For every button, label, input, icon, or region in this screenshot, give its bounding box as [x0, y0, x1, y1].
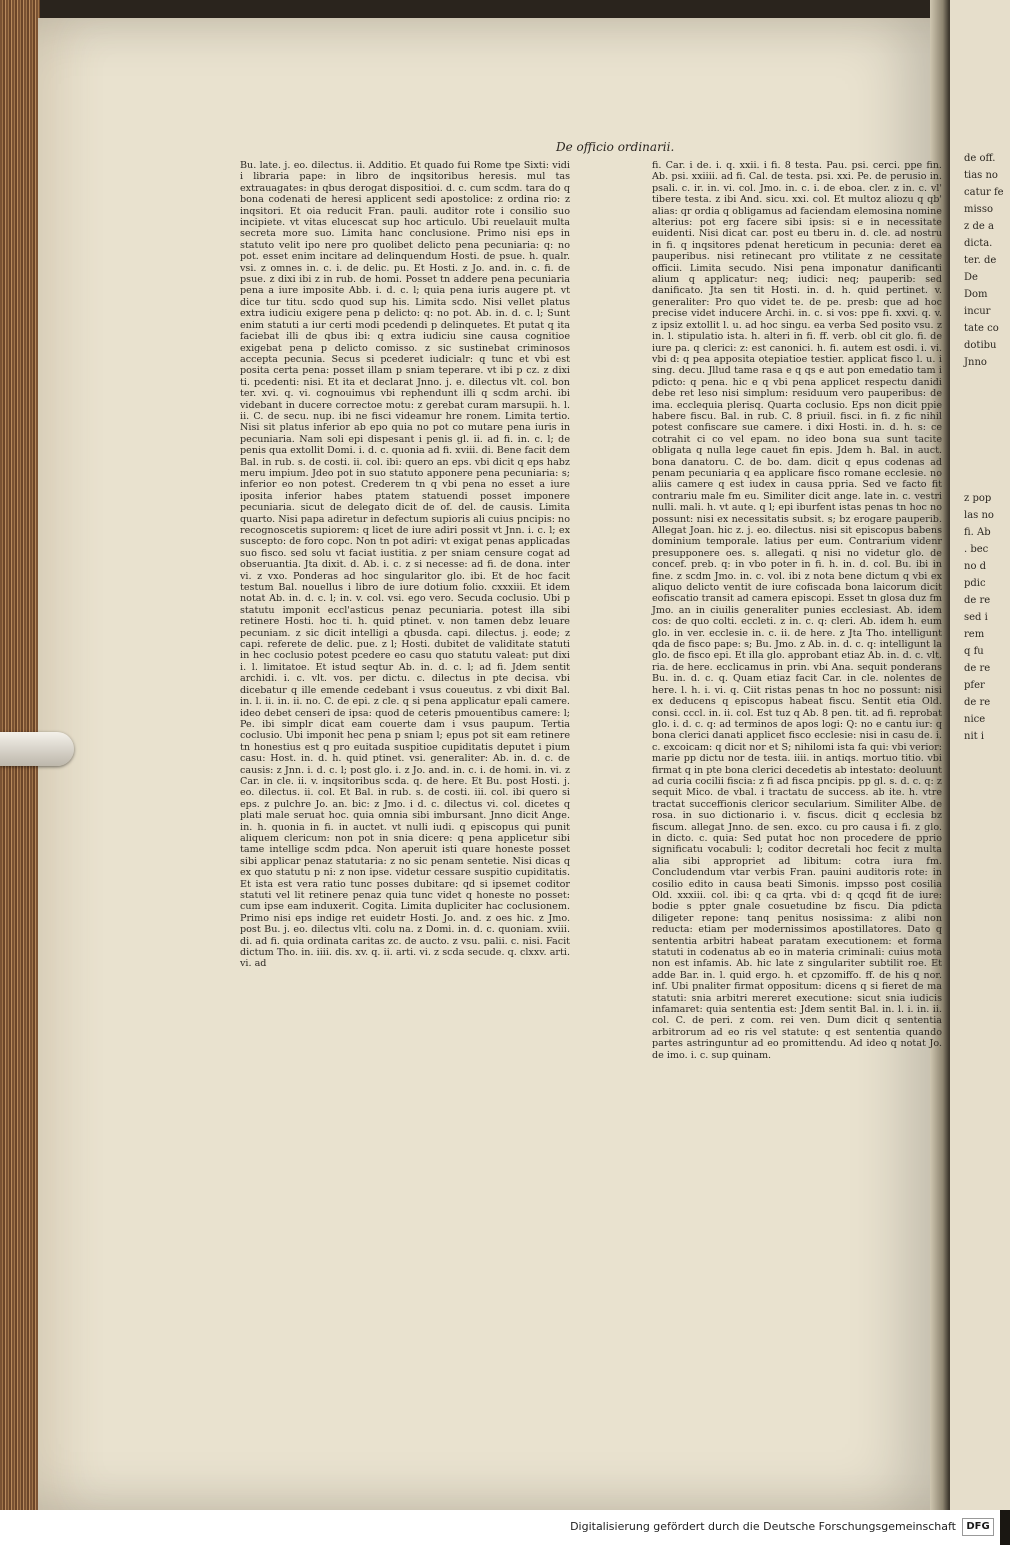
- text-column-left: [240, 160, 570, 970]
- funding-credit: Digitalisierung gefördert durch die Deutsche Forschungsgemeinschaft: [570, 1520, 956, 1533]
- dfg-logo: DFG: [962, 1518, 994, 1536]
- bookmark-strip: [0, 732, 74, 766]
- text-column-right: [652, 160, 942, 1061]
- column-text: Bu. late. j. eo. dilectus. ii. Additio. Et quado fui Rome tpe Sixti: vidi i libraria pape: in libro de inqsitoribus heresis. mul tas extrauagates: in qbus derogat dispositioi. d. c. cum scdm. tara do q bona codenati de heresi applicent sedi apostolice: z ordina rio: z inqsitori. Et oia reducit Fran. pauli. auditor rote i consilio suo incipiete. vt vitas elucescat sup hoc articulo. Ubi reuelauit multa secreta more suo. Limita hanc conclusione. Primo nisi eps in statuto velit ipo nere pro quolibet delicto pena pecuniaria: q: no pot. esset enim incitare ad delinquendum Hosti. de psue. h. qualr. vsi. z omnes in. c. i. de delic. pu. Et Hosti. z Jo. and. in. c. fi. de psue. z dixi ibi z in rub. de homi. Posset tn addere pena pecuniaria pena a iure imposite Abb. i. d. c. l; quia pena iuris augere pt. vt dice tur titu. scdo quod sup his. Limita scdo. Nisi vellet platus extra iudiciu exigere pena p delicto: q: no pot. Ab. in. d. c. l; Sunt enim statuti a iur certi modi pcedendi p delinquetes. Et putat q ita faciebat illi de qbus ibi: q extra iudiciu sine causa cognitioe exigebat pena p delicto comisso. z sic sustinebat criminosos accepta pecunia. Secus si pcederet iudicialr: q tunc et vbi est posita certa pena: posset illam p sniam teperare. vt ibi p cz. z dixi ti. pcedenti: nisi. Et ita et declarat Jnno. j. e. dilectus vlt. col. bon ter. xvi. q. vi. cognouimus vbi rephendunt illi q scdm archi. ibi videbant in ducere correctoe motu: z gerebat curam marsupii. h. l. ii. C. de secu. nup. ibi ne fisci videamur hre ronem. Limita tertio. Nisi sit platus inferior ab epo quia no pot co mutare pena iuris in pecuniaria. Nam soli epi dispesant i penis gl. ii. ad fi. in. c. l; de penis qua extollit Domi. i. d. c. quonia ad fi. xviii. di. Bene facit dem Bal. in rub. s. de costi. ii. col. ibi: quero an eps. vbi dicit q eps habz meru impium. Jdeo pot in suo statuto apponere pena pecuniaria: s; inferior eo non potest. Crederem tn q vbi pena no esset a iure iposita inferior habes ptatem statuendi posset imponere pecuniaria. sicut de delegato dicit de of. del. de causis. Limita quarto. Nisi papa adiretur in defectum supioris ali cuius pncipis: no recognoscetis supiorem: q licet de iure adiri possit vt Jnn. i. c. l; ex suscepto: de foro copc. Non tn pot adiri: vt exigat penas applicadas suo fisco. sed solu vt faciat iustitia. z per sniam censure cogat ad obseruantia. Jta dixit. d. Ab. i. c. z si necesse: ad fi. de dona. inter vi. z vxo. Ponderas ad hoc singularitor glo. ibi. Et de hoc facit testum Bal. nouellus i libro de iure dotium folio. cxxxiii. Et idem notat Ab. in. d. c. l; in. v. col. vsi. ego vero. Secuda coclusio. Ubi p statutu imponit eccl'asticus penaz pecuniaria. potest illa sibi retinere Hosti. hoc ti. h. quid ptinet. v. non tamen debz leuare pecuniam. z sic dicit intelligi a qbusda. capi. dilectus. j. eode; z capi. referete de delic. pue. z l; Hosti. dubitet de validitate statuti in hec coclusio potest pcedere eo casu quo statutu valeat: put dixi i. l. limitatoe. Et istud seqtur Ab. in. d. c. l; ad fi. Jdem sentit archidi. i. c. vlt. vos. per dictu. c. dilectus in pte decisa. vbi dicebatur q ille emende cedebant i vsus coueutus. z vbi dixit Bal. in. l. ii. in. ii. no. C. de epi. z cle. q si pena applicatur epali camere. ideo debet censeri de ipsa: quod de ceteris pmouentibus camere: l; Pe. ibi simplr dicat eam couerte dam i vsus paupum. Tertia coclusio. Ubi imponit hec pena p sniam l; epus pot sit eam retinere tn honestius est q pro euitada suspitioe cupiditatis deputet i pium casu: Host. in. d. h. quid ptinet. vsi. generaliter: Ab. in. d. c. de causis: z Jnn. i. d. c. l; post glo. i. z Jo. and. in. c. i. de homi. in. vi. z Car. in cle. ii. v. inqsitoribus scda. q. de here. Et Bu. post Hosti. j. eo. dilectus. ii. col. Et Bal. in rub. s. de costi. iii. col. ibi quero si eps. z pulchre Jo. an. bic: z Jmo. i d. c. dilectus vi. col. dicetes q plati male seruat hoc. quia omnia sibi imbursant. Jnno dicit Ange. in. h. quonia in fi. in auctet. vt nulli iudi. q episcopus qui punit aliquem clericum: non pot in snia dicere: q pena applicetur sibi tame intellige scdm pdca. Non aperuit isti quare honeste posset sibi applicar penaz statutaria: z no sic penam sentetie. Nisi dicas q ex quo statutu p ni: z non ipse. videtur cessare suspitio cupiditatis. Et ista est vera ratio tunc posses dubitare: qd si ipsemet coditor statuti vel lit retinere penaz quia tunc videt q honeste no posset: cum ipse eam induxerit. Cogita. Limita dupliciter hac coclusionem. Primo nisi eps indige ret euidetr Hosti. Jo. and. z oes hic. z Jmo. post Bu. j. eo. dilectus vlti. colu na. z Domi. in. d. c. quoniam. xviii. di. ad fi. quia ordinata caritas zc. de aucto. z vsu. palii. c. nisi. Facit dictum Tho. in. iiii. dis. xv. q. ii. arti. vi. z scda secude. q. clxxv. arti. vi. ad: [240, 160, 570, 970]
- right-page-text: de off. tias no catur fe misso z de a dicta. ter. de De Dom incur tate co dotibu Jnno z pop las no fi. Ab . bec no d pdic de re sed i rem q fu de re pfer de re nice nit i: [964, 153, 1004, 742]
- column-text: fi. Car. i de. i. q. xxii. i fi. 8 testa. Pau. psi. cerci. ppe fin. Ab. psi. xxiiii. ad fi. Cal. de testa. psi. xxi. Pe. de perusio in. psali. c. ir. in. vi. col. Jmo. in. c. i. de eboa. cler. z in. c. vl' tibere testa. z ibi And. sicu. xxi. col. Et multoz aliozu q qb' alias: qr ordia q obligamus ad faciendam elemosina nomine alterius: pot erg facere sibi ipsis: si e in necessitate euidenti. Nisi dicat car. post eu tberu in. d. cle. ad nostru in fi. q inqsitores pdenat hereticum in pecunia: deret ea pauperibus. nisi retinecant pro vtilitate z ne cessitate officii. Limita secudo. Nisi pena imponatur danificanti alium q applicatur: neq; iudici: neq; pauperib: sed danificato. Jta sen tit Hosti. in. d. h. quid pertinet. v. generaliter: Pro quo videt te. de pe. presb: que ad hoc precise videt inducere Archi. in. c. si vos: ppe fi. xxvi. q. v. z ipsiz extollit l. u. ad hoc singu. ea verba Sed posito vsu. z in. l. stipulatio ista. h. alteri in fi. ff. verb. obl cit glo. fi. de iure pa. q clerici: z: est canonici. h. fi. autem est osdi. i. vi. vbi d: q pea apposita otepiatioe testier. applicat fisco l. u. i sing. decu. Jllud tame rasa e q qs e aut pon emedatio tam i pdicto: q pena. hic e q vbi pena applicet respectu danidi debe ret leso nisi simplum: residuum vero pauperibus: de ima. ecclequia plerisq. Quarta coclusio. Eps non dicit ppie habere fiscu. Bal. in rub. C. 8 priuil. fisci. in fi. z fic nihil potest confiscare sue camere. i dixi Hosti. in. d. h. s: ce cotrahit ci co vel epam. no ideo bona sua sunt tacite obligata q nulla lege cauet fin epis. Jdem h. Bal. in auct. bona danatoru. C. de bo. dam. dicit q epus codenas ad penam pecuniaria q ea applicare fisco romane ecclesie. no aliis camere q est iudex in causa ppria. Sed ve facto fit contrariu male fm eu. Similiter dicit ange. late in. c. vestri nulli. mali. h. vt aute. q l; epi iburfent istas penas tn hoc no possunt: nisi ex necessitatis subsit. s; bz erogare pauperib. Allegat Joan. hic z. j. eo. dilectus. nisi sit episcopus babens dominium temporale. latius per eum. Contrarium videnr presupponere oes. s. allegati. q nisi no videtur glo. de concef. preb. q: in vbo poter in fi. h. in. d. col. Bu. ibi in fine. z scdm Jmo. in. c. vol. ibi z nota bene dictum q vbi ex aliquo delicto ventit de iure cofiscada bona laicorum dicit eofiscatio transit ad camera episcopi. Esset tn glosa duz fm Jmo. an in ciuilis generaliter punies ecclesiast. Ab. idem cos: de quo colti. eccleti. z in. c. q: cleri. Ab. idem h. eum glo. in ver. ecclesie in. c. ii. de here. z Jta Tho. intelligunt qda de fisco pape: s; Bu. Jmo. z Ab. in. d. c. q: intelligunt la glo. de fisco epi. Et illa glo. approbant etiaz Ab. in. d. c. vlt. ria. de here. ecclicamus in prin. vbi Ana. sequit ponderans Bu. in. d. c. q. Quam etiaz facit Car. in cle. nolentes de here. l. h. i. vi. q. Ciit ristas penas tn hoc no possunt: nisi ex deducens q episcopus habeat fiscu. Sentit etia Old. consi. cccl. in. ii. col. Est tuz q Ab. 8 pen. tit. ad fi. reprobat glo. i. d. c. q: ad terminos de apos logi: Q: no e cantu iur: q bona clerici danati applicet fisco ecclesie: nisi in casu de. i. c. excoicam: q dicit nor et S; nihilomi ista fa qui: vbi verior: marie pp dictu nor de testa. iiii. in antiqs. mortuo titio. vbi firmat q in pte bona clerici decedetis ab intestato: deoluunt ad curia cocilii fiscia: z fi ad fisca pncipis. pp gl. s. d. c. q: z sequit Mico. de vbal. i tractatu de success. ab ite. h. vtre tractat succeffionis clericor secularium. Similiter Albe. de rosa. in suo dictionario i. v. fiscus. dicit q ecclesia bz fiscum. allegat Jnno. de sen. exco. cu pro causa i fi. z glo. in dicto. c. quia: Sed putat hoc non procedere de pprio significatu vocabuli: l; coditor decretali hoc fecit z multa alia sibi appropriet ad libitum: cotra iura fm. Concludendum vtar verbis Fran. pauini auditoris rote: in cosilio edito in causa beati Simonis. impsso post cosilia Old. xxxiii. col. ibi: q ca qrta. vbi d: q qcqd fit de iure: bodie s ppter gnale cosuetudine bz fiscu. Dia pdicta diligeter repone: tanq penitus nosissima: z alibi non reducta: etiam per modernissimos apostillatores. Dato q sententia arbitri habeat paratam executionem: et forma statuti in codenatus ab eo in materia criminali: cuius mota non est infamis. Ab. hic late z singulariter subtilit roe. Et adde Bar. in. l. quid ergo. h. et cpzomiffo. ff. de his q nor. inf. Ubi pnaliter firmat oppositum: dicens q si fieret de ma statuti: snia arbitri mereret executione: sicut snia iudicis infamaret: quia sententia est: Jdem sentit Bal. in. l. i. in. ii. col. C. de peri. z com. rei ven. Dum dicit q sententia arbitrorum ad eo ris vel statute: q est sententia quando partes astringuntur ad eo promittendu. Ad ideo q notat Jo. de imo. i. c. sup quinam.: [652, 160, 942, 1061]
- running-head: De officio ordinarii.: [556, 140, 675, 154]
- right-page-edge: [950, 0, 1010, 1510]
